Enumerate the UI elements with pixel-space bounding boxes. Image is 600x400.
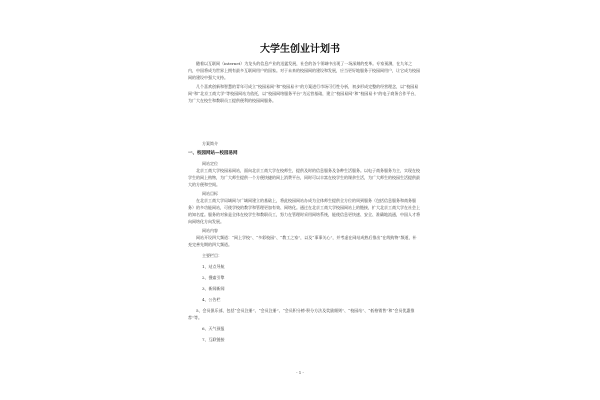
list-item: 1、站点导航: [202, 264, 225, 269]
document-sections: [188, 140, 420, 343]
part-3-text: 网站开设四大频道：“网上学校”、“多彩校园”、“教工之家”，以及“事事关心”，并考虑在网站成熟后推出“在线购物”频道，补充完善先期的四大频道。: [188, 235, 417, 247]
part-1-label: 网站定位: [202, 161, 218, 166]
columns-list: [188, 263, 420, 343]
list-item: 7、互联链接: [202, 337, 225, 342]
section-1-heading: 一、校园网站—校园易网: [188, 151, 238, 156]
part-1-text: 北京工商大学校园易网站，面向北京工商大学在校师生，提供及时的信息服务及各种生活服务。以电子商务服务为主，实现在校学生的网上购物，为广大师生提供一个方便快捷的网上消费平台，同时可以丰富在校学生的课余生活，为广大师生的校园生活提供最大的方便和空间。: [188, 168, 420, 187]
list-item: 5、会员俱乐部，包括“会员注册”、“会员注册”、“会员积分榜-积分方法及奖励细则”、“校园站”、“低格销售”和“会员优惠推荐”等。: [188, 308, 415, 320]
list-item: 2、搜索引擎: [202, 275, 225, 280]
list-item: 4、公告栏: [202, 297, 221, 302]
list-item: 3、新闻新闻: [202, 286, 225, 291]
page-number: - 1 -: [296, 370, 304, 375]
intro-paragraph-2: 几个喜欢创新和智慧的青年可成立“校园易网”和“校园易卡”的方案进行市场可行性分析，初步形成完整的经营理念，以“校园易网”和“北京工商大学”等校园网站为依托，以“校园网络服务平台”为运营基础，建立“校园易网”和“校园易卡”的电子商务合作平台，为广大在校生和教职员工提供便利的校园网服务。: [188, 84, 419, 103]
document-title: 大学生创业计划书: [260, 44, 340, 55]
part-3-label: 网站内容: [202, 228, 218, 233]
part-2-label: 网站目标: [202, 191, 218, 196]
columns-label: 主要栏目：: [202, 253, 222, 258]
document-body: [188, 60, 420, 104]
list-item: 6、天气预报: [202, 326, 225, 331]
intro-paragraph-1: 随着以互联网（internet）为龙头的信息产业的迅猛发展，社会的各个领域中出现了一场深刻的变革。专家预测，在九年之内，中国将成为世界上拥有最多互联网用户的国家。对于未来的校园网的建设和发展，应当更好地服务于校园网用户，让它成为校园网的建设中强大支持。: [188, 61, 420, 80]
overview-heading: 方案简介: [202, 141, 218, 146]
part-2-text: 在北京工商大学局域网与广域网建立的基础上，将此校园网站办成为全体师生提供全方位的周到服务（包括信息服务和商务服务）的多功能网站，可使学校的教学和管理更加有效、网络化。通过在北京工商大学校园网站上的链接，扩大北京工商大学在社会上的知名度。服务的对象是全体在校学生和教职员工，努力在管理时采用网络系统，能使信息更快速、安全、准确地流通，中国人才将向网络化方向发展。: [188, 198, 420, 224]
